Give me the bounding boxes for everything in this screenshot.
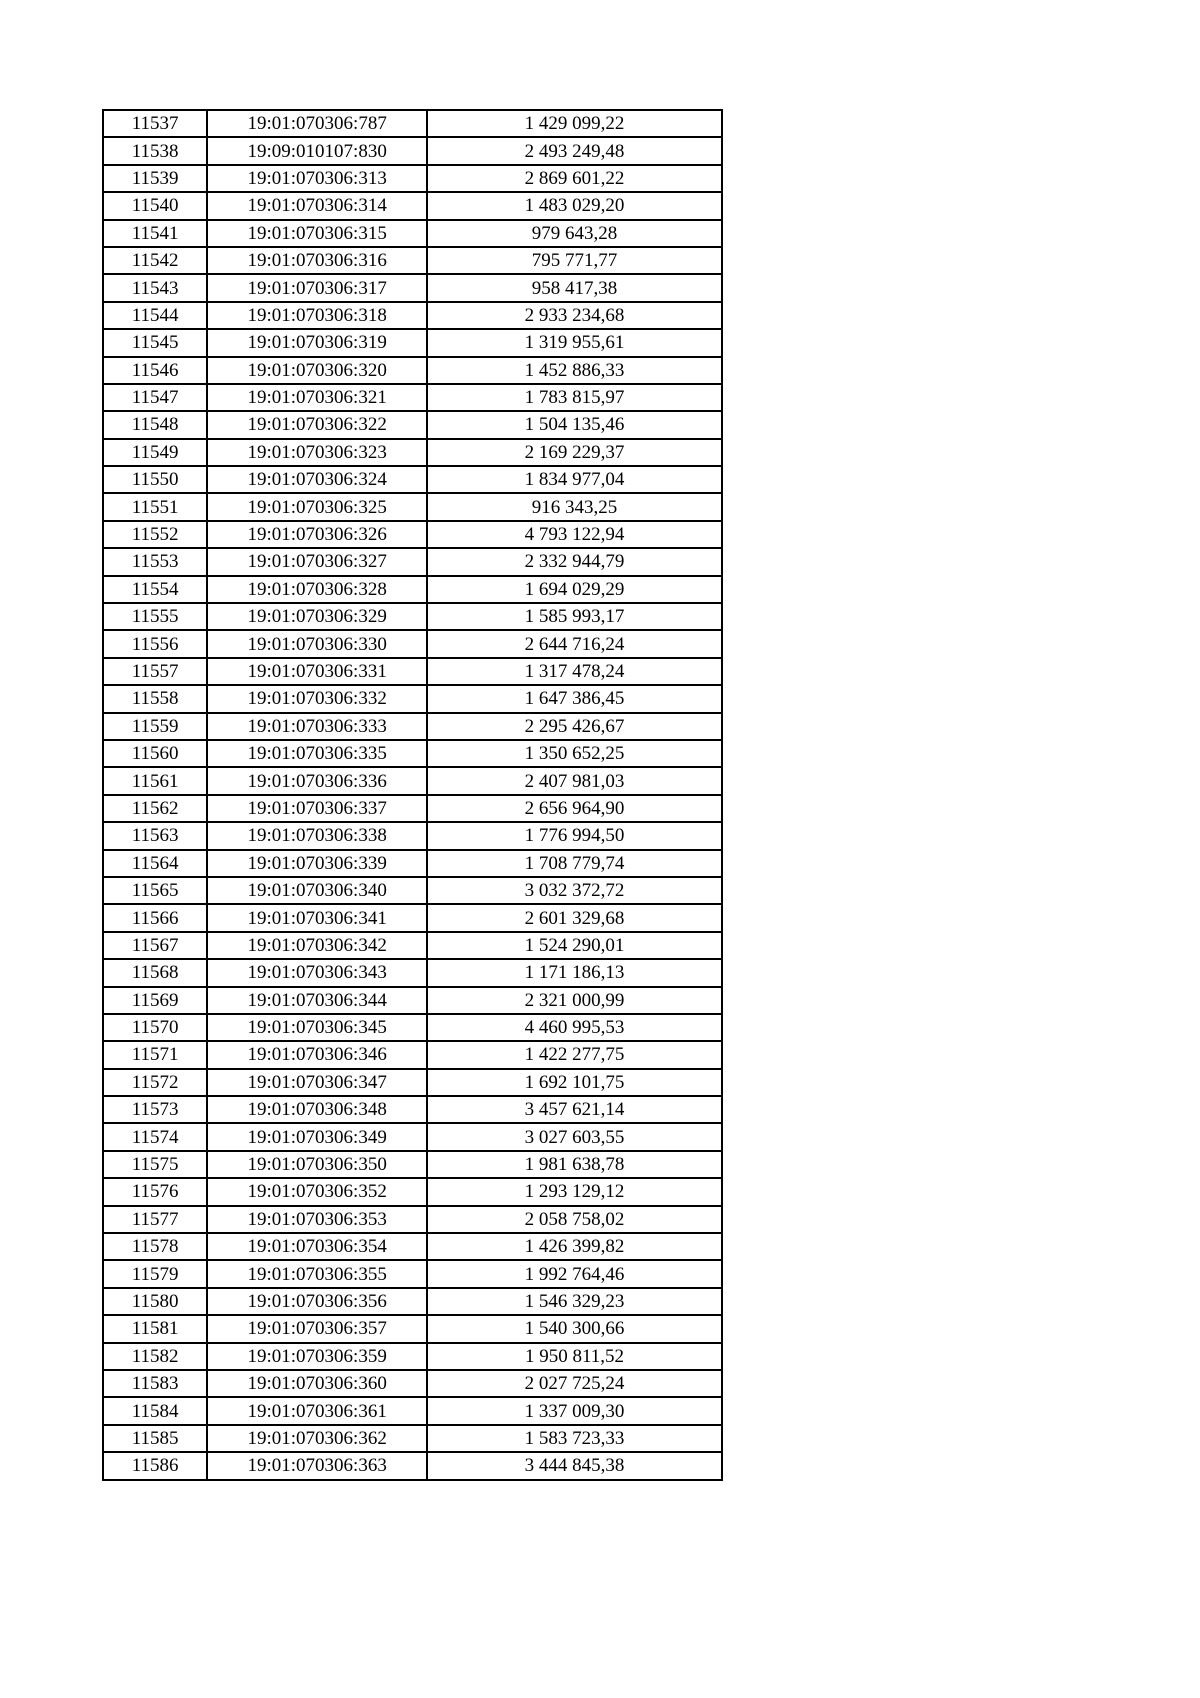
table-row [103,1452,722,1479]
value-cell: 1 504 135,46 [427,411,722,438]
value-cell: 2 601 329,68 [427,904,722,931]
value-cell: 3 027 603,55 [427,1123,722,1150]
value-cell: 795 771,77 [427,247,722,274]
row-number-cell: 11573 [103,1096,207,1123]
cadastral-number-cell: 19:01:070306:340 [207,877,427,904]
value-cell: 1 319 955,61 [427,329,722,356]
table-row [103,713,722,740]
cadastral-number-cell: 19:01:070306:362 [207,1425,427,1452]
row-number-cell: 11541 [103,220,207,247]
value-cell: 1 317 478,24 [427,658,722,685]
cadastral-number-cell: 19:01:070306:333 [207,713,427,740]
value-cell: 4 793 122,94 [427,521,722,548]
row-number-cell: 11542 [103,247,207,274]
row-number-cell: 11552 [103,521,207,548]
row-number-cell: 11540 [103,192,207,219]
table-row [103,904,722,931]
value-cell: 2 027 725,24 [427,1370,722,1397]
table-row [103,1370,722,1397]
value-cell: 1 171 186,13 [427,959,722,986]
cadastral-number-cell: 19:01:070306:330 [207,630,427,657]
cadastral-number-cell: 19:01:070306:339 [207,850,427,877]
value-cell: 2 644 716,24 [427,630,722,657]
row-number-cell: 11539 [103,165,207,192]
value-cell: 1 293 129,12 [427,1178,722,1205]
table-row [103,987,722,1014]
table-row [103,959,722,986]
value-cell: 1 783 815,97 [427,384,722,411]
table-row [103,1397,722,1424]
row-number-cell: 11554 [103,576,207,603]
row-number-cell: 11547 [103,384,207,411]
value-cell: 1 540 300,66 [427,1315,722,1342]
table-row [103,795,722,822]
cadastral-number-cell: 19:01:070306:787 [207,110,427,137]
value-cell: 1 350 652,25 [427,740,722,767]
value-cell: 1 834 977,04 [427,466,722,493]
row-number-cell: 11582 [103,1343,207,1370]
table-row [103,658,722,685]
table-row [103,1151,722,1178]
row-number-cell: 11560 [103,740,207,767]
cadastral-number-cell: 19:01:070306:357 [207,1315,427,1342]
value-cell: 1 429 099,22 [427,110,722,137]
row-number-cell: 11586 [103,1452,207,1479]
table-row [103,357,722,384]
cadastral-number-cell: 19:01:070306:347 [207,1069,427,1096]
row-number-cell: 11569 [103,987,207,1014]
table-row [103,165,722,192]
value-cell: 4 460 995,53 [427,1014,722,1041]
row-number-cell: 11555 [103,603,207,630]
cadastral-number-cell: 19:01:070306:361 [207,1397,427,1424]
table-row [103,466,722,493]
row-number-cell: 11583 [103,1370,207,1397]
table-row [103,1315,722,1342]
row-number-cell: 11558 [103,685,207,712]
row-number-cell: 11543 [103,274,207,301]
row-number-cell: 11575 [103,1151,207,1178]
table-row [103,1343,722,1370]
value-cell: 2 058 758,02 [427,1206,722,1233]
cadastral-number-cell: 19:01:070306:342 [207,932,427,959]
row-number-cell: 11545 [103,329,207,356]
table-row [103,1233,722,1260]
table-row [103,877,722,904]
value-cell: 1 981 638,78 [427,1151,722,1178]
table-row [103,274,722,301]
cadastral-number-cell: 19:01:070306:328 [207,576,427,603]
row-number-cell: 11544 [103,302,207,329]
row-number-cell: 11571 [103,1041,207,1068]
table-row [103,1206,722,1233]
row-number-cell: 11566 [103,904,207,931]
table-row [103,1096,722,1123]
table-row [103,767,722,794]
value-cell: 2 933 234,68 [427,302,722,329]
value-cell: 2 493 249,48 [427,137,722,164]
row-number-cell: 11561 [103,767,207,794]
value-cell: 1 426 399,82 [427,1233,722,1260]
value-cell: 2 407 981,03 [427,767,722,794]
cadastral-number-cell: 19:01:070306:316 [207,247,427,274]
table-row [103,1123,722,1150]
row-number-cell: 11551 [103,493,207,520]
table-row [103,439,722,466]
cadastral-number-cell: 19:01:070306:343 [207,959,427,986]
row-number-cell: 11550 [103,466,207,493]
table-row [103,1288,722,1315]
cadastral-number-cell: 19:01:070306:337 [207,795,427,822]
cadastral-number-cell: 19:01:070306:338 [207,822,427,849]
table-body [103,110,722,1480]
cadastral-number-cell: 19:01:070306:349 [207,1123,427,1150]
row-number-cell: 11570 [103,1014,207,1041]
value-cell: 1 647 386,45 [427,685,722,712]
cadastral-number-cell: 19:01:070306:360 [207,1370,427,1397]
cadastral-number-cell: 19:01:070306:329 [207,603,427,630]
table-row [103,685,722,712]
table-row [103,329,722,356]
cadastral-number-cell: 19:01:070306:348 [207,1096,427,1123]
row-number-cell: 11537 [103,110,207,137]
value-cell: 1 585 993,17 [427,603,722,630]
table-row [103,384,722,411]
cadastral-number-cell: 19:01:070306:354 [207,1233,427,1260]
cadastral-number-cell: 19:01:070306:327 [207,548,427,575]
table-row [103,1178,722,1205]
table-row [103,822,722,849]
row-number-cell: 11578 [103,1233,207,1260]
cadastral-number-cell: 19:01:070306:323 [207,439,427,466]
value-cell: 2 295 426,67 [427,713,722,740]
value-cell: 1 483 029,20 [427,192,722,219]
table-row [103,1260,722,1287]
row-number-cell: 11556 [103,630,207,657]
cadastral-number-cell: 19:01:070306:344 [207,987,427,1014]
value-cell: 979 643,28 [427,220,722,247]
table-row [103,630,722,657]
table-row [103,521,722,548]
value-cell: 1 950 811,52 [427,1343,722,1370]
cadastral-number-cell: 19:01:070306:345 [207,1014,427,1041]
value-cell: 3 444 845,38 [427,1452,722,1479]
cadastral-number-cell: 19:01:070306:313 [207,165,427,192]
cadastral-number-cell: 19:01:070306:355 [207,1260,427,1287]
value-cell: 1 452 886,33 [427,357,722,384]
cadastral-number-cell: 19:01:070306:350 [207,1151,427,1178]
table-row [103,548,722,575]
cadastral-number-cell: 19:01:070306:324 [207,466,427,493]
cadastral-number-cell: 19:01:070306:321 [207,384,427,411]
row-number-cell: 11562 [103,795,207,822]
value-cell: 2 321 000,99 [427,987,722,1014]
cadastral-number-cell: 19:01:070306:363 [207,1452,427,1479]
table-row [103,1041,722,1068]
cadastral-number-cell: 19:01:070306:331 [207,658,427,685]
value-cell: 1 524 290,01 [427,932,722,959]
table-row [103,247,722,274]
cadastral-number-cell: 19:01:070306:314 [207,192,427,219]
cadastral-number-cell: 19:01:070306:335 [207,740,427,767]
value-cell: 958 417,38 [427,274,722,301]
cadastral-number-cell: 19:01:070306:356 [207,1288,427,1315]
cadastral-number-cell: 19:01:070306:320 [207,357,427,384]
row-number-cell: 11567 [103,932,207,959]
row-number-cell: 11585 [103,1425,207,1452]
table-row [103,302,722,329]
value-cell: 1 992 764,46 [427,1260,722,1287]
row-number-cell: 11574 [103,1123,207,1150]
value-cell: 1 422 277,75 [427,1041,722,1068]
cadastral-number-cell: 19:01:070306:353 [207,1206,427,1233]
row-number-cell: 11564 [103,850,207,877]
table-row [103,603,722,630]
cadastral-number-cell: 19:01:070306:315 [207,220,427,247]
row-number-cell: 11581 [103,1315,207,1342]
cadastral-number-cell: 19:01:070306:346 [207,1041,427,1068]
cadastral-value-table [102,109,723,1481]
table-row [103,220,722,247]
row-number-cell: 11563 [103,822,207,849]
row-number-cell: 11538 [103,137,207,164]
table-row [103,411,722,438]
value-cell: 916 343,25 [427,493,722,520]
table-row [103,192,722,219]
value-cell: 2 869 601,22 [427,165,722,192]
cadastral-number-cell: 19:01:070306:332 [207,685,427,712]
row-number-cell: 11546 [103,357,207,384]
row-number-cell: 11568 [103,959,207,986]
cadastral-number-cell: 19:01:070306:325 [207,493,427,520]
table-row [103,1425,722,1452]
table-row [103,1069,722,1096]
row-number-cell: 11548 [103,411,207,438]
value-cell: 2 332 944,79 [427,548,722,575]
row-number-cell: 11549 [103,439,207,466]
cadastral-number-cell: 19:01:070306:336 [207,767,427,794]
cadastral-number-cell: 19:01:070306:318 [207,302,427,329]
cadastral-number-cell: 19:01:070306:359 [207,1343,427,1370]
value-cell: 1 708 779,74 [427,850,722,877]
value-cell: 3 032 372,72 [427,877,722,904]
table-row [103,493,722,520]
cadastral-number-cell: 19:01:070306:317 [207,274,427,301]
value-cell: 1 583 723,33 [427,1425,722,1452]
value-cell: 1 546 329,23 [427,1288,722,1315]
cadastral-number-cell: 19:09:010107:830 [207,137,427,164]
row-number-cell: 11565 [103,877,207,904]
cadastral-number-cell: 19:01:070306:319 [207,329,427,356]
value-cell: 1 337 009,30 [427,1397,722,1424]
table-row [103,932,722,959]
table-row [103,110,722,137]
table-row [103,137,722,164]
table-row [103,576,722,603]
table-row [103,1014,722,1041]
table-row [103,850,722,877]
value-cell: 2 656 964,90 [427,795,722,822]
row-number-cell: 11579 [103,1260,207,1287]
value-cell: 1 776 994,50 [427,822,722,849]
cadastral-number-cell: 19:01:070306:352 [207,1178,427,1205]
value-cell: 1 692 101,75 [427,1069,722,1096]
cadastral-number-cell: 19:01:070306:341 [207,904,427,931]
row-number-cell: 11553 [103,548,207,575]
row-number-cell: 11557 [103,658,207,685]
row-number-cell: 11580 [103,1288,207,1315]
value-cell: 3 457 621,14 [427,1096,722,1123]
table-row [103,740,722,767]
row-number-cell: 11559 [103,713,207,740]
row-number-cell: 11577 [103,1206,207,1233]
row-number-cell: 11576 [103,1178,207,1205]
row-number-cell: 11584 [103,1397,207,1424]
row-number-cell: 11572 [103,1069,207,1096]
value-cell: 1 694 029,29 [427,576,722,603]
cadastral-number-cell: 19:01:070306:326 [207,521,427,548]
value-cell: 2 169 229,37 [427,439,722,466]
cadastral-number-cell: 19:01:070306:322 [207,411,427,438]
